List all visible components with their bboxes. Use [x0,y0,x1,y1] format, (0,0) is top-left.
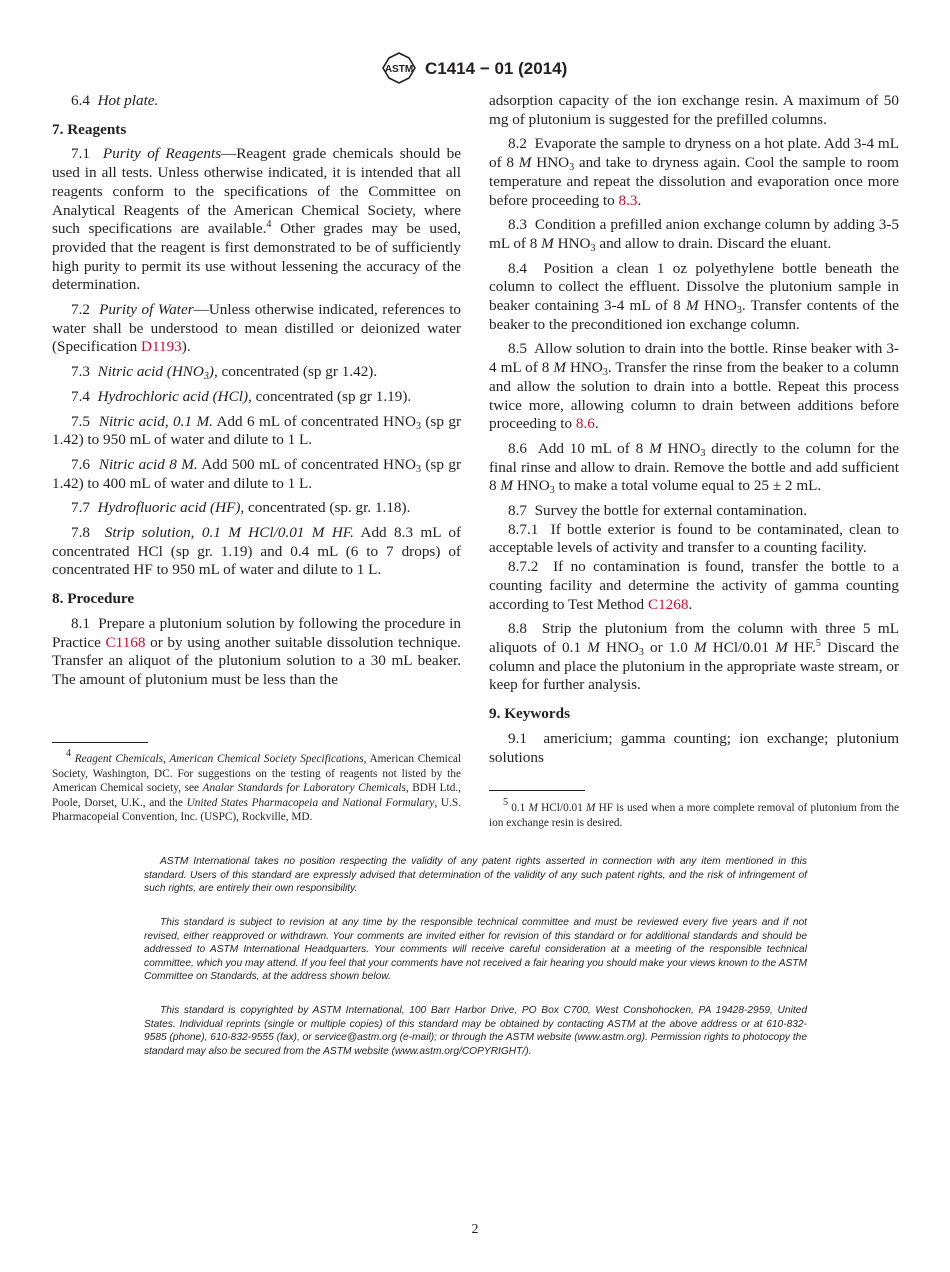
section-8-5: 8.5 Allow solution to drain into the bottle. Rinse beaker with 3-4 mL of 8 M $HNO_3$. Transfer the rinse from the beaker to a column and allow the solution to drain into a bottle. Repeat this process twice more, allowing column to drain between additions before proceeding to 8.6. [489,340,899,433]
section-8-2: 8.2 Evaporate the sample to dryness on a hot plate. Add 3-4 mL of 8 M $HNO_3$ and take to dryness again. Cool the sample to room temperature and repeat the dissolution and evaporation once more before proceeding to 8.3. [489,135,899,209]
footnote-rule [489,790,585,791]
section-8-1-continued: adsorption capacity of the ion exchange resin. A maximum of 50 mg of plutonium is suggested for the prefilled columns. [489,92,899,128]
link-d1193[interactable]: D1193 [140,338,182,356]
right-column [489,92,899,773]
section-7-6: 7.6 Nitric acid 8 M. Add 500 mL of concentrated $HNO_3$ (sp gr 1.42) to 400 mL of water and dilute to 1 L. [52,455,461,492]
section-7-3: 7.3 Nitric acid $(HNO_3)$, concentrated (sp gr 1.42). [71,363,378,383]
section-8-4: 8.4 Position a clean 1 oz polyethylene bottle beneath the column to collect the effluent. Dissolve the plutonium sample in beaker containing 3-4 mL of 8 M $HNO_3$. Transfer contents of the beaker to the preconditioned ion exchange column. [489,259,900,333]
section-7-2: 7.2 Purity of Water—Unless otherwise indicated, references to water shall be understood to mean distilled or deionized water (Specification D1193). [52,301,462,356]
left-column [52,92,461,696]
patent-notice: ASTM International takes no position respecting the validity of any patent rights asserted in connection with any item mentioned in this standard. Users of this standard are expressly advised that determination of the validity of any such patent rights, and the risk of infringement of such rights, are entirely their own responsibility. [144,856,807,894]
astm-logo [379,52,419,84]
footnote-4-block [52,742,461,825]
heading-keywords: 9. Keywords [489,705,570,723]
footnote-4: $^4$ Reagent Chemicals, American Chemical Society Specifications, American Chemical Society, Washington, DC. For suggestions on the testing of reagents not listed by the American Chemical society, see Analar Standards for Laboratory Chemicals, BDH Ltd., Poole, Dorset, U.K., and the United States Pharmacopeia and National Formulary, U.S. Pharmacopeial Convention, Inc. (USPC), Rockville, MD. [52,748,461,824]
footnote-ref-4[interactable]: 4 [266,219,272,231]
footnote-ref-5[interactable]: 5 [815,637,821,649]
revision-notice: This standard is subject to revision at any time by the responsible technical committee and must be reviewed every five years and if not revised, either reapproved or withdrawn. Your comments are invited either for revision of this standard or for additional standards and should be addressed to ASTM International Headquarters. Your comments will receive careful consideration at a meeting of the responsible technical committee, which you may attend. If you feel that your comments have not received a fair hearing you should make your views known to the ASTM Committee on Standards, at the address shown below. [144,917,807,982]
footnote-rule [52,742,148,743]
page-number: 2 [471,1222,479,1237]
section-7-7: 7.7 Hydrofluoric acid (HF), concentrated (sp. gr. 1.18). [71,499,411,517]
link-c1268[interactable]: C1268 [647,595,689,613]
section-7-1: 7.1 Purity of Reagents—Reagent grade chemicals should be used in all tests. Unless otherwise indicated, it is intended that all reagents conform to the specifications of the Committee on Analytical Reagents of the American Chemical Society, where such specifications are available.$^4$ Other grades may be used, provided that the reagent is first demonstrated to be of sufficiently high purity to permit its use without lessening the accuracy of the determination. [52,145,462,294]
section-6-4: 6.4 Hot plate. [71,92,159,109]
section-8-7: 8.7 Survey the bottle for external contamination. [508,502,808,520]
heading-reagents: 7. Reagents [52,120,127,138]
section-7-5: 7.5 Nitric acid, 0.1 M. Add 6 mL of concentrated $HNO_3$ (sp gr 1.42) to 950 mL of water and dilute to 1 L. [52,412,461,449]
copyright-notice: This standard is copyrighted by ASTM International, 100 Barr Harbor Drive, PO Box C700, West Conshohocken, PA 19428-2959, United States. Individual reprints (single or multiple copies) of this standard may be obtained by contacting ASTM at the above address or at 610-832-9585 (phone), 610-832-9555 (fax), or service@astm.org (e-mail); or through the ASTM website (www.astm.org). Permission rights to photocopy the standard may also be secured from the ASTM website (www.astm.org/COPYRIGHT/). [144,1005,807,1057]
link-c1168[interactable]: C1168 [105,633,146,651]
section-7-8: 7.8 Strip solution, 0.1 M HCl/0.01 M HF. Add 8.3 mL of concentrated HCl (sp gr. 1.19) and 0.4 mL (6 to 7 drops) of concentrated HF to 950 mL of water and dilute to 1 L. [52,524,462,579]
logo-text: ASTM [384,64,414,75]
footnote-5-block [489,790,899,830]
link-8-6[interactable]: 8.6 [575,415,595,433]
section-8-8: 8.8 Strip the plutonium from the column with three 5 mL aliquots of 0.1 M $HNO_3$ or 1.0 M HCl/0.01 M HF.$^5$ Discard the column and place the plutonium in the appropriate waste stream, or keep for further analysis. [489,620,899,694]
section-8-1: 8.1 Prepare a plutonium solution by following the procedure in Practice C1168 or by using another suitable dissolution technique. Transfer an aliquot of the plutonium solution to a 30 mL beaker. The amount of plutonium must be less than the [52,614,461,688]
link-8-3[interactable]: 8.3 [618,191,638,209]
section-8-6: 8.6 Add 10 mL of 8 M $HNO_3$ directly to the column for the final rinse and allow to drain. Remove the bottle and add sufficient 8 M $HNO_3$ to make a total volume equal to 25 ± 2 mL. [489,439,899,497]
page-header [0,52,950,86]
section-8-7-1: 8.7.1 If bottle exterior is found to be contaminated, clean to acceptable levels of activity and transfer to a counting facility. [489,520,900,557]
section-9-1: 9.1 americium; gamma counting; ion exchange; plutonium solutions [489,729,900,766]
section-8-7-2: 8.7.2 If no contamination is found, transfer the bottle to a counting facility and determine the activity of gamma counting according to Test Method C1268. [489,558,900,613]
section-7-4: 7.4 Hydrochloric acid (HCl), concentrated (sp gr 1.19). [71,387,412,405]
section-8-3: 8.3 Condition a prefilled anion exchange column by adding 3-5 mL of 8 M $HNO_3$ and allow to drain. Discard the eluant. [489,216,899,254]
standard-designation: C1414 − 01 (2014) [425,59,568,78]
heading-procedure: 8. Procedure [52,590,135,608]
footnote-5: $^5$ 0.1 M HCl/0.01 M HF is used when a more complete removal of plutonium from the ion exchange resin is desired. [489,797,900,829]
